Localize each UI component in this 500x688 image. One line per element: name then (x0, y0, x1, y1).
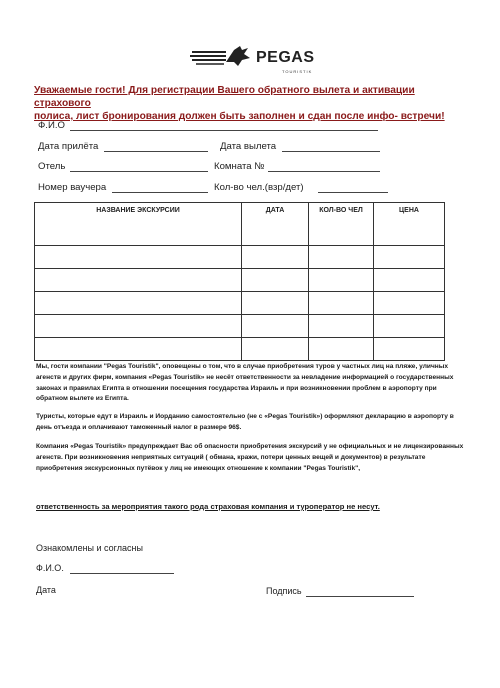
table-cell[interactable] (242, 315, 309, 338)
liability-note: ответственность за мероприятия такого рода страховая компания и туроператор не несут. (36, 502, 380, 511)
table-cell[interactable] (242, 292, 309, 315)
table-cell[interactable] (309, 246, 374, 269)
footer-date-label: Дата (36, 585, 56, 595)
agreed-label: Ознакомлены и согласны (36, 543, 143, 553)
warning-line-2: полиса, лист бронирования должен быть заполнен и сдан после инфо- встречи! (34, 111, 445, 122)
table-cell[interactable] (309, 315, 374, 338)
fio-field[interactable] (70, 130, 378, 131)
people-count-field[interactable] (318, 192, 388, 193)
table-row (35, 269, 445, 292)
table-cell[interactable] (35, 315, 242, 338)
table-cell[interactable] (374, 315, 445, 338)
table-row (35, 315, 445, 338)
departure-date-label: Дата вылета (220, 141, 277, 152)
table-cell[interactable] (374, 338, 445, 361)
disclaimer-paragraph-2: Туристы, которые едут в Израиль и Иорданию самостоятельно (не с «Pegas Touristik») оформляют декларацию в аэропорту в день отъезда и оплачивают таможенный налог в размере 96$. (36, 413, 454, 431)
table-cell[interactable] (374, 269, 445, 292)
table-row (35, 338, 445, 361)
logo-text: PEGAS (256, 49, 315, 66)
table-cell[interactable] (309, 338, 374, 361)
room-field[interactable] (268, 171, 380, 172)
table-cell[interactable] (242, 246, 309, 269)
fio-label: Ф.И.О (38, 120, 65, 131)
table-cell[interactable] (242, 269, 309, 292)
signature-field[interactable] (306, 596, 414, 597)
col-excursion-name: НАЗВАНИЕ ЭКСКУРСИИ (35, 203, 242, 246)
table-cell[interactable] (242, 338, 309, 361)
hotel-label: Отель (38, 161, 66, 172)
col-price: ЦЕНА (374, 203, 445, 246)
logo-subtext: TOURISTIK (282, 69, 313, 74)
table-cell[interactable] (309, 269, 374, 292)
table-row (35, 246, 445, 269)
arrival-date-label: Дата прилёта (38, 141, 99, 152)
disclaimer-paragraph-1: Мы, гости компании "Pegas Touristik", оповещены о том, что в случае приобретения туров у частных лиц на пляже, уличных агенств и других фирм, компания «Pegas Touristik» не несёт ответственности за невладение информацией о государственных законах и правилах Египта в отношении посещения государства Израиль и при возникновении проблем в аэропорту при обратном вылете из Египта. (36, 363, 454, 403)
footer-fio-label: Ф.И.О. (36, 563, 64, 573)
footer-fio-field[interactable] (70, 573, 174, 574)
table-cell[interactable] (309, 292, 374, 315)
hotel-field[interactable] (70, 171, 208, 172)
table-cell[interactable] (35, 269, 242, 292)
departure-date-field[interactable] (282, 151, 380, 152)
registration-warning (34, 84, 474, 123)
table-cell[interactable] (374, 246, 445, 269)
pegasus-horse-icon (190, 44, 256, 74)
people-count-label: Кол-во чел.(взр/дет) (214, 182, 304, 193)
table-header-row (35, 203, 445, 246)
excursion-table (34, 202, 445, 361)
room-label: Комната № (214, 161, 265, 172)
table-cell[interactable] (374, 292, 445, 315)
voucher-field[interactable] (112, 192, 208, 193)
col-date: ДАТА (242, 203, 309, 246)
table-row (35, 292, 445, 315)
col-people-count: КОЛ-ВО ЧЕЛ (309, 203, 374, 246)
signature-label: Подпись (266, 586, 302, 596)
voucher-label: Номер ваучера (38, 182, 107, 193)
table-cell[interactable] (35, 292, 242, 315)
disclaimer-paragraph-3: Компания «Pegas Touristik» предупреждает Вас об опасности приобретения экскурсий у не официальных и не лицензированных агенств. При возникновения неприятных ситуаций ( обмана, кражи, потери ценных вещей и документов) в результате приобретения экскурсионных путёвок у лиц не имеющих отношение к компании "Pegas Touristik", (36, 443, 464, 472)
table-cell[interactable] (35, 338, 242, 361)
table-cell[interactable] (35, 246, 242, 269)
arrival-date-field[interactable] (104, 151, 208, 152)
pegas-logo (190, 42, 320, 76)
warning-line-1: Уважаемые гости! Для регистрации Вашего обратного вылета и активации страхового (34, 85, 415, 109)
